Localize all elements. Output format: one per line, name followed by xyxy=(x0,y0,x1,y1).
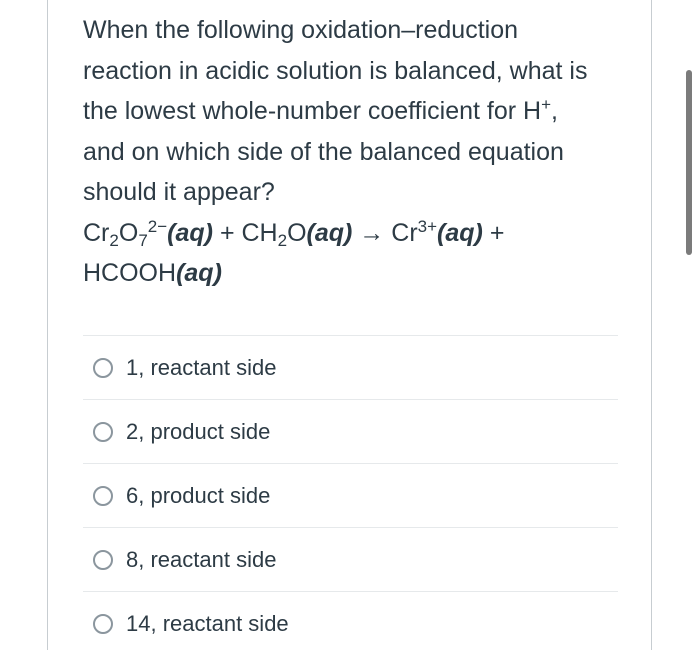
answer-option-1[interactable] xyxy=(83,336,618,400)
comma: , xyxy=(551,97,558,125)
reaction-arrow: → xyxy=(352,218,392,247)
radio-button-icon[interactable] xyxy=(93,486,113,506)
answer-list xyxy=(83,335,618,650)
question-line-3: the lowest whole-number coefficient for H xyxy=(83,97,542,125)
chromium-charge: 3+ xyxy=(417,216,438,236)
phase-aq: (aq) xyxy=(167,218,213,247)
formic-acid: HCOOH xyxy=(83,259,177,287)
answer-option-2[interactable] xyxy=(83,400,618,464)
question-line-4: and on which side of the balanced equation xyxy=(83,137,564,166)
answer-label: 1, reactant side xyxy=(126,354,277,380)
question-line xyxy=(83,132,623,173)
question-line-1: When the following oxidation–reduction xyxy=(83,16,518,44)
dichromate-cr: Cr xyxy=(83,218,110,247)
reaction-equation-line-1 xyxy=(83,213,623,254)
answer-label: 8, reactant side xyxy=(126,546,277,572)
dichromate-charge: 2− xyxy=(147,216,168,236)
dichromate-subscript-2: 2 xyxy=(109,230,119,250)
formaldehyde-ch: CH xyxy=(241,218,278,247)
radio-button-icon[interactable] xyxy=(93,550,113,570)
answer-label: 2, product side xyxy=(126,418,271,444)
answer-label: 14, reactant side xyxy=(126,610,289,636)
question-line-5: should it appear? xyxy=(83,178,275,206)
answer-option-3[interactable] xyxy=(83,464,618,528)
phase-aq: (aq) xyxy=(306,218,353,247)
reaction-equation-line-2 xyxy=(83,253,623,294)
vertical-scrollbar[interactable] xyxy=(686,70,692,255)
radio-button-icon[interactable] xyxy=(93,422,113,442)
question-line-2: reaction in acidic solution is balanced, what is xyxy=(83,56,588,85)
answer-label: 6, product side xyxy=(126,482,271,508)
phase-aq: (aq) xyxy=(176,259,222,287)
question-line xyxy=(83,91,623,132)
question-text xyxy=(83,10,623,294)
h-plus-charge: + xyxy=(541,95,552,114)
question-line xyxy=(83,172,623,213)
plus-sign: + xyxy=(482,218,505,247)
question-line xyxy=(83,10,623,51)
plus-sign: + xyxy=(213,218,242,247)
question-line xyxy=(83,51,623,92)
radio-button-icon[interactable] xyxy=(93,358,113,378)
answer-option-5[interactable] xyxy=(83,592,618,650)
dichromate-subscript-7: 7 xyxy=(138,230,148,250)
formaldehyde-o: O xyxy=(287,218,307,247)
formaldehyde-subscript-2: 2 xyxy=(277,230,288,250)
radio-button-icon[interactable] xyxy=(93,614,113,634)
answer-option-4[interactable] xyxy=(83,528,618,592)
chromium-ion: Cr xyxy=(391,218,418,247)
dichromate-o: O xyxy=(118,218,139,247)
phase-aq: (aq) xyxy=(437,218,483,247)
